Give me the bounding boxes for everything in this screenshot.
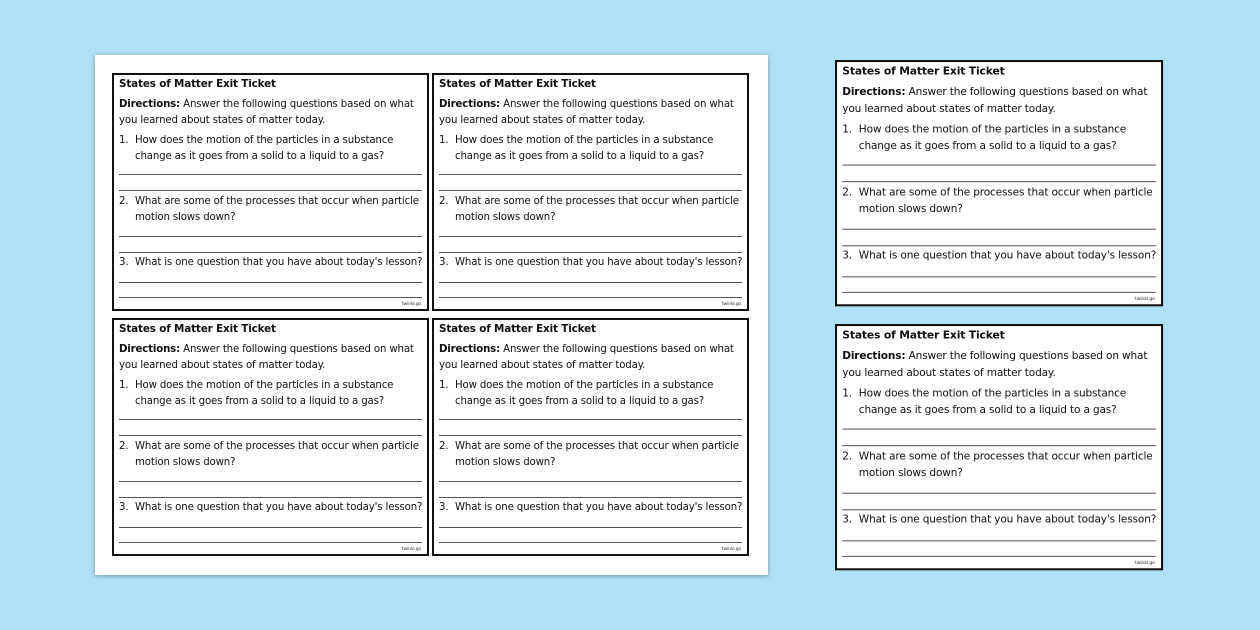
directions-label: Directions: [439, 99, 501, 110]
answer-line[interactable] [842, 229, 1156, 230]
question-3 [439, 500, 744, 516]
question-text: How does the motion of the particles in a substance change as it goes from a solid to a liquid to a gas? [858, 124, 1127, 153]
directions-label: Directions: [842, 86, 906, 99]
directions-text: Answer the following questions based on what you learned about states of matter today. [119, 99, 414, 126]
question-text: How does the motion of the particles in a substance change as it goes from a solid to a liquid to a gas? [455, 380, 714, 407]
question-text: What are some of the processes that occur when particle motion slows down? [455, 441, 739, 468]
answer-line[interactable] [842, 556, 1156, 557]
question-1 [119, 133, 424, 165]
question-number: 2. [119, 196, 129, 207]
question-2 [842, 449, 1158, 482]
twinkl-footer-logo: twinkl.go [401, 302, 421, 307]
answer-line[interactable] [439, 419, 742, 420]
question-3 [119, 255, 424, 271]
question-text: What is one question that you have about today's lesson? [858, 514, 1157, 526]
question-text: How does the motion of the particles in a substance change as it goes from a solid to a liquid to a gas? [135, 380, 394, 407]
answer-line[interactable] [439, 282, 742, 283]
directions-text: Answer the following questions based on what you learned about states of matter today. [439, 344, 734, 371]
question-1 [842, 386, 1158, 419]
question-number: 3. [119, 257, 129, 268]
question-text: What are some of the processes that occur when particle motion slows down? [858, 451, 1153, 480]
question-2 [439, 439, 744, 471]
answer-line[interactable] [842, 540, 1156, 541]
directions-label: Directions: [439, 344, 501, 355]
answer-line[interactable] [842, 181, 1156, 182]
answer-line[interactable] [842, 445, 1156, 446]
directions-text: Answer the following questions based on what you learned about states of matter today. [119, 344, 414, 371]
question-2 [119, 194, 424, 226]
ticket-title: States of Matter Exit Ticket [842, 65, 1005, 78]
answer-line[interactable] [119, 435, 422, 436]
answer-line[interactable] [119, 481, 422, 482]
question-number: 2. [439, 441, 449, 452]
question-number: 2. [842, 187, 852, 199]
exit-ticket-card [432, 73, 749, 311]
answer-line[interactable] [439, 190, 742, 191]
question-number: 3. [119, 502, 129, 513]
answer-line[interactable] [842, 493, 1156, 494]
exit-ticket-card [835, 60, 1163, 306]
question-1 [842, 122, 1158, 155]
question-3 [439, 255, 744, 271]
answer-line[interactable] [842, 165, 1156, 166]
answer-line[interactable] [119, 282, 422, 283]
question-2 [842, 185, 1158, 218]
question-3 [842, 512, 1158, 529]
answer-line[interactable] [439, 497, 742, 498]
ticket-directions [842, 85, 1158, 118]
question-text: What are some of the processes that occur when particle motion slows down? [455, 196, 739, 223]
answer-line[interactable] [119, 252, 422, 253]
ticket-directions [439, 97, 744, 129]
directions-label: Directions: [119, 99, 181, 110]
answer-line[interactable] [439, 236, 742, 237]
answer-line[interactable] [439, 527, 742, 528]
answer-line[interactable] [119, 236, 422, 237]
answer-line[interactable] [842, 245, 1156, 246]
answer-line[interactable] [119, 527, 422, 528]
ticket-directions [842, 349, 1158, 382]
answer-line[interactable] [439, 297, 742, 298]
question-text: How does the motion of the particles in a substance change as it goes from a solid to a liquid to a gas? [858, 388, 1127, 417]
question-text: What is one question that you have about today's lesson? [135, 257, 423, 268]
answer-line[interactable] [119, 297, 422, 298]
answer-line[interactable] [439, 252, 742, 253]
question-number: 1. [842, 388, 852, 400]
twinkl-footer-logo: twinkl.go [721, 547, 741, 552]
question-number: 2. [119, 441, 129, 452]
answer-line[interactable] [119, 174, 422, 175]
question-1 [119, 378, 424, 410]
question-text: What are some of the processes that occur when particle motion slows down? [135, 441, 419, 468]
question-1 [439, 133, 744, 165]
question-number: 3. [842, 514, 852, 526]
directions-label: Directions: [119, 344, 181, 355]
question-3 [119, 500, 424, 516]
exit-ticket-card [835, 324, 1163, 570]
twinkl-footer-logo: twinkl.go [1135, 561, 1155, 567]
question-1 [439, 378, 744, 410]
answer-line[interactable] [842, 509, 1156, 510]
twinkl-footer-logo: twinkl.go [721, 302, 741, 307]
exit-ticket-card [432, 318, 749, 556]
question-number: 2. [842, 451, 852, 463]
ticket-directions [119, 342, 424, 374]
directions-text: Answer the following questions based on what you learned about states of matter today. [842, 86, 1148, 115]
question-number: 1. [119, 135, 129, 146]
ticket-title: States of Matter Exit Ticket [439, 323, 596, 335]
question-number: 3. [439, 257, 449, 268]
ticket-title: States of Matter Exit Ticket [842, 329, 1005, 342]
ticket-title: States of Matter Exit Ticket [119, 323, 276, 335]
answer-line[interactable] [439, 481, 742, 482]
answer-line[interactable] [842, 429, 1156, 430]
question-text: What are some of the processes that occur when particle motion slows down? [135, 196, 419, 223]
exit-ticket-card [112, 73, 429, 311]
directions-label: Directions: [842, 350, 906, 363]
answer-line[interactable] [119, 190, 422, 191]
ticket-title: States of Matter Exit Ticket [119, 78, 276, 90]
answer-line[interactable] [439, 542, 742, 543]
question-number: 3. [439, 502, 449, 513]
question-text: What is one question that you have about today's lesson? [135, 502, 423, 513]
ticket-title: States of Matter Exit Ticket [439, 78, 596, 90]
question-text: What are some of the processes that occur when particle motion slows down? [858, 187, 1153, 216]
ticket-directions [119, 97, 424, 129]
question-number: 1. [439, 380, 449, 391]
question-number: 1. [119, 380, 129, 391]
question-text: How does the motion of the particles in a substance change as it goes from a solid to a liquid to a gas? [455, 135, 714, 162]
directions-text: Answer the following questions based on what you learned about states of matter today. [842, 350, 1148, 379]
question-2 [119, 439, 424, 471]
question-2 [439, 194, 744, 226]
question-number: 1. [842, 124, 852, 136]
question-3 [842, 248, 1158, 265]
ticket-directions [439, 342, 744, 374]
answer-line[interactable] [119, 497, 422, 498]
question-number: 3. [842, 250, 852, 262]
twinkl-footer-logo: twinkl.go [401, 547, 421, 552]
answer-line[interactable] [842, 292, 1156, 293]
question-number: 1. [439, 135, 449, 146]
answer-line[interactable] [439, 174, 742, 175]
question-text: What is one question that you have about today's lesson? [858, 250, 1157, 262]
answer-line[interactable] [119, 419, 422, 420]
answer-line[interactable] [119, 542, 422, 543]
exit-ticket-card [112, 318, 429, 556]
question-number: 2. [439, 196, 449, 207]
question-text: What is one question that you have about today's lesson? [455, 257, 743, 268]
directions-text: Answer the following questions based on what you learned about states of matter today. [439, 99, 734, 126]
question-text: What is one question that you have about today's lesson? [455, 502, 743, 513]
answer-line[interactable] [439, 435, 742, 436]
answer-line[interactable] [842, 276, 1156, 277]
question-text: How does the motion of the particles in a substance change as it goes from a solid to a liquid to a gas? [135, 135, 394, 162]
twinkl-footer-logo: twinkl.go [1135, 297, 1155, 303]
